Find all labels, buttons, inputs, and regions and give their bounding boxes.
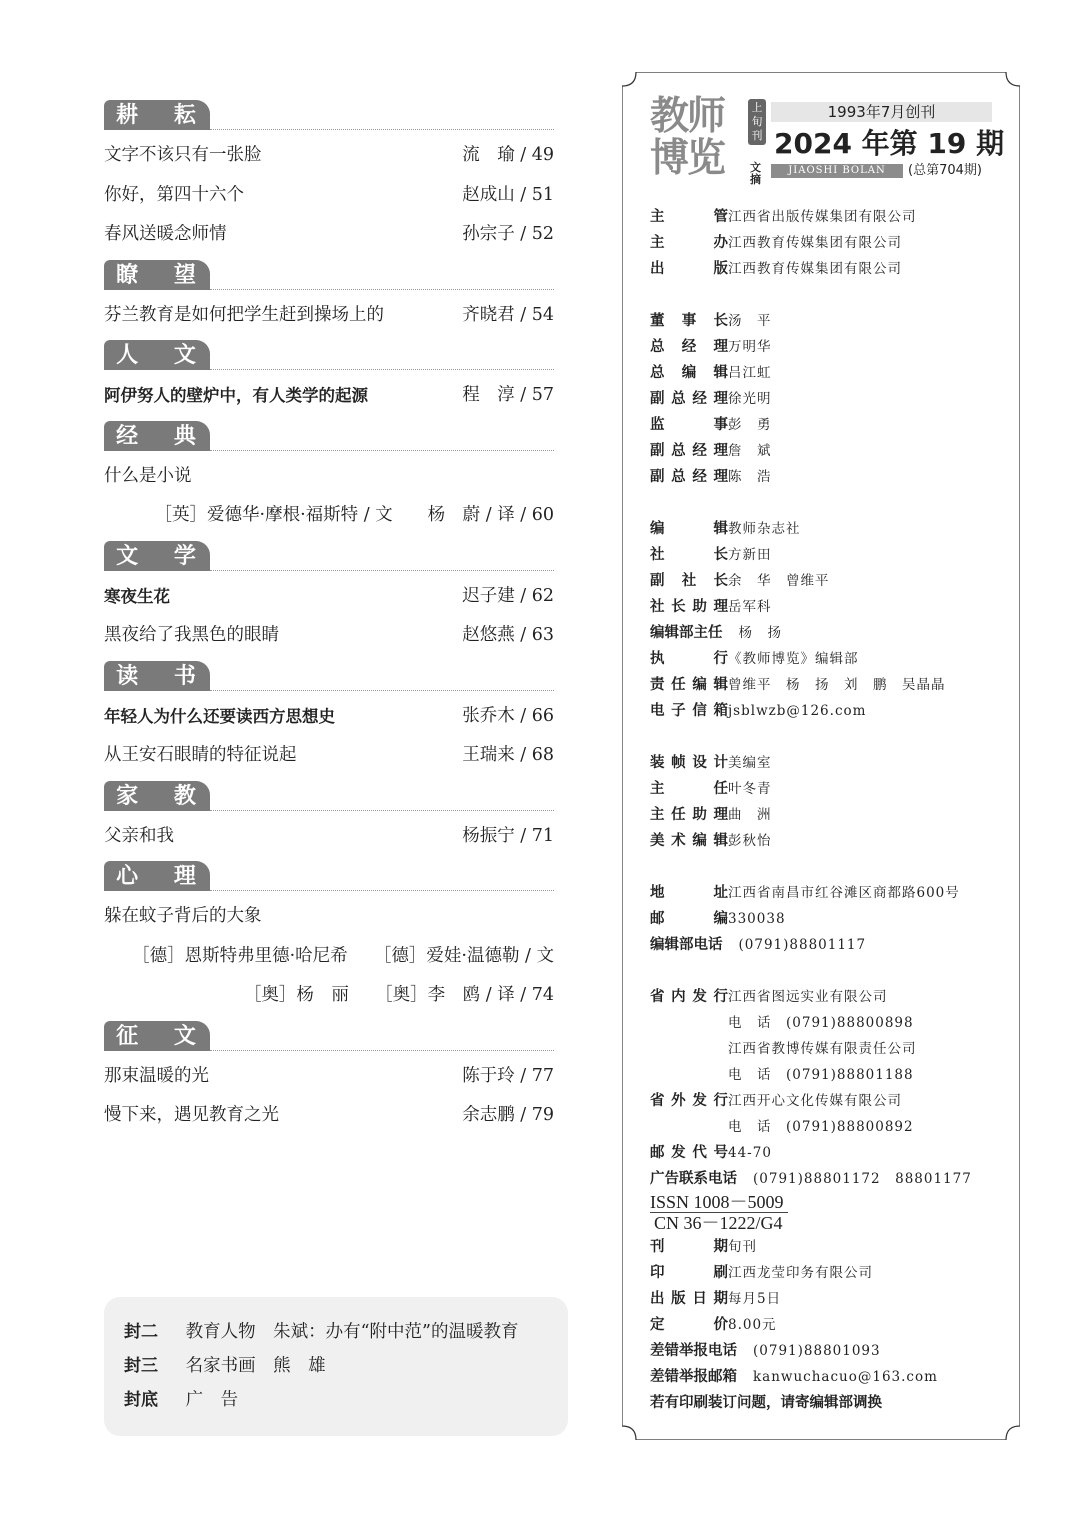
colophon-key: 总经理 <box>650 339 728 355</box>
colophon-value: 江西省出版传媒集团有限公司 <box>728 209 917 225</box>
colophon-row <box>650 308 1000 334</box>
article-title: 父亲和我 <box>104 825 174 846</box>
colophon-row <box>650 1010 1000 1036</box>
cover-label: 封三 <box>124 1356 158 1376</box>
colophon-value: 江西开心文化传媒有限公司 <box>728 1093 902 1109</box>
article-author-page: 余志鹏 / 79 <box>462 1105 554 1125</box>
edition-char: 刊 <box>751 129 763 142</box>
colophon-value: 教师杂志社 <box>728 521 801 537</box>
colophon-row <box>650 1166 1000 1192</box>
article-author-page: 张乔木 / 66 <box>462 705 554 726</box>
toc-entry <box>104 296 554 336</box>
toc-entry <box>104 215 554 255</box>
colophon-key: 差错举报邮箱 <box>650 1369 737 1385</box>
article-title: 年轻人为什么还要读西方思想史 <box>104 706 335 726</box>
colophon-key: 监 事 <box>650 417 728 433</box>
article-author-page: 王瑞来 / 68 <box>462 745 554 765</box>
masthead <box>650 94 1005 186</box>
section-header <box>104 541 554 571</box>
article-title: 芬兰教育是如何把学生赶到操场上的 <box>104 304 384 325</box>
article-author-page: 齐晓君 / 54 <box>462 304 554 325</box>
colophon-row <box>650 230 1000 256</box>
colophon-value: 每月5日 <box>728 1291 782 1307</box>
toc-entry <box>104 577 554 617</box>
article-author-page: 孙宗子 / 52 <box>462 224 554 244</box>
toc-entry <box>104 457 554 497</box>
colophon-key: 编辑部主任 <box>650 625 723 641</box>
section-rule <box>210 570 554 571</box>
colophon-value: 彭秋怡 <box>728 833 772 849</box>
colophon-key: 副总经理 <box>650 443 728 459</box>
cn-number: CN 36－1222/G4 <box>654 1213 783 1233</box>
colophon-key: 执 行 <box>650 651 728 667</box>
colophon-row <box>650 1114 1000 1140</box>
cover-label: 封二 <box>124 1322 158 1342</box>
colophon-row <box>650 1260 1000 1286</box>
colophon-value: (0791)88801117 <box>738 937 867 953</box>
cover-text: 教育人物 朱斌：办有“附中范”的温暖教育 <box>185 1322 519 1342</box>
colophon-row <box>650 1338 1000 1364</box>
colophon-value: 叶冬青 <box>728 781 772 797</box>
issn-number: ISSN 1008－5009 <box>650 1192 788 1213</box>
colophon-key: 省内发行 <box>650 989 728 1005</box>
section-header <box>104 861 554 891</box>
colophon-row <box>650 1364 1000 1390</box>
colophon-key: 邮 编 <box>650 911 728 927</box>
magazine-logo <box>650 96 746 180</box>
edition-sub <box>750 162 761 186</box>
colophon-key: 主 办 <box>650 235 728 251</box>
colophon-key: 社长助理 <box>650 599 728 615</box>
article-title: 躲在蚊子背后的大象 <box>104 906 262 926</box>
article-author-page: 陈于玲 / 77 <box>462 1065 554 1086</box>
colophon-row <box>650 646 1000 672</box>
colophon-row <box>650 1312 1000 1338</box>
colophon-key: 邮发代号 <box>650 1145 728 1161</box>
colophon-key: 编辑部电话 <box>650 937 723 953</box>
footer-note: 若有印刷装订问题，请寄编辑部调换 <box>650 1395 882 1411</box>
logo-line: 博览 <box>650 136 725 181</box>
colophon-row <box>650 594 1000 620</box>
colophon-key: 省外发行 <box>650 1093 728 1109</box>
colophon-row <box>650 360 1000 386</box>
group-gap <box>650 282 1000 308</box>
colophon-value: kanwuchacuo@163.com <box>753 1369 938 1385</box>
article-author-page: 杨振宁 / 71 <box>462 825 554 846</box>
section-tab: 家 教 <box>104 781 210 811</box>
colophon-row <box>650 412 1000 438</box>
colophon-value: 江西省南昌市红谷滩区商都路600号 <box>728 885 960 901</box>
section-rule <box>210 289 554 290</box>
section-header <box>104 1021 554 1051</box>
toc-entry <box>104 376 554 416</box>
colophon-value: 旬刊 <box>728 1239 757 1255</box>
edition-badge <box>748 99 766 145</box>
colophon-value: 江西教育传媒集团有限公司 <box>728 261 902 277</box>
section-rule <box>210 810 554 811</box>
toc-entry <box>104 817 554 857</box>
colophon-value: 岳军科 <box>728 599 772 615</box>
section-tab: 读 书 <box>104 661 210 691</box>
colophon-row <box>650 204 1000 230</box>
colophon-value: 彭 勇 <box>728 417 772 433</box>
colophon-value: 汤 平 <box>728 313 772 329</box>
colophon-row <box>650 1036 1000 1062</box>
colophon-key: 电子信箱 <box>650 703 728 719</box>
edition-char: 旬 <box>751 115 763 128</box>
toc-entry <box>104 176 554 216</box>
section-header <box>104 340 554 370</box>
article-author-page: ［英］爱德华·摩根·福斯特 / 文 杨 蔚 / 译 / 60 <box>154 505 554 525</box>
founded-date: 1993年7月创刊 <box>771 102 992 122</box>
toc-entry <box>104 136 554 176</box>
colophon-value: 44-70 <box>728 1145 772 1161</box>
group-gap <box>650 724 1000 750</box>
colophon-value: 余 华 曾维平 <box>728 573 830 589</box>
colophon-value: (0791)88801172 88801177 <box>753 1171 972 1187</box>
cover-label: 封底 <box>124 1390 158 1410</box>
colophon-row <box>650 516 1000 542</box>
toc-entry <box>104 496 554 536</box>
toc-entry <box>104 1057 554 1097</box>
colophon-value: 330038 <box>728 911 786 927</box>
colophon-key: 董事长 <box>650 313 728 329</box>
total-issue: (总第704期) <box>908 163 982 178</box>
colophon-key: 主任助理 <box>650 807 728 823</box>
colophon-row <box>650 828 1000 854</box>
section-header <box>104 260 554 290</box>
colophon-row <box>650 1286 1000 1312</box>
colophon-key: 副社长 <box>650 573 728 589</box>
colophon-value: 詹 斌 <box>728 443 772 459</box>
toc-entry <box>104 897 554 937</box>
colophon-key: 社 长 <box>650 547 728 563</box>
toc-entry <box>104 976 554 1016</box>
colophon-value: 徐光明 <box>728 391 772 407</box>
colophon-row <box>650 750 1000 776</box>
colophon-key: 刊 期 <box>650 1239 728 1255</box>
colophon-key: 主 任 <box>650 781 728 797</box>
colophon-row <box>650 984 1000 1010</box>
toc-entry <box>104 1096 554 1136</box>
colophon-value: 《教师博览》编辑部 <box>728 651 859 667</box>
colophon-value: (0791)88801093 <box>753 1343 881 1359</box>
section-header <box>104 421 554 451</box>
colophon-key: 地 址 <box>650 885 728 901</box>
colophon-row <box>650 906 1000 932</box>
article-author-page: ［奥］杨 丽 ［奥］李 鸥 / 译 / 74 <box>243 985 554 1005</box>
colophon-row <box>650 438 1000 464</box>
colophon-row <box>650 802 1000 828</box>
section-header <box>104 100 554 130</box>
colophon-row <box>650 1088 1000 1114</box>
article-author-page: 流 瑜 / 49 <box>462 145 554 165</box>
section-header <box>104 661 554 691</box>
colophon-key: 编 辑 <box>650 521 728 537</box>
colophon-value: 万明华 <box>728 339 772 355</box>
colophon-key: 责任编辑 <box>650 677 728 693</box>
colophon-row <box>650 620 1000 646</box>
group-gap <box>650 958 1000 984</box>
issue-number: 2024 年第 19 期 <box>774 127 1005 160</box>
section-header <box>104 781 554 811</box>
colophon-value: 江西教育传媒集团有限公司 <box>728 235 902 251</box>
article-author-page: 迟子建 / 62 <box>462 585 554 606</box>
colophon-row <box>650 542 1000 568</box>
cover-text: 广 告 <box>185 1390 239 1410</box>
group-gap <box>650 490 1000 516</box>
colophon-value: 陈 浩 <box>728 469 772 485</box>
toc-entry <box>104 616 554 656</box>
article-title: 慢下来，遇见教育之光 <box>104 1105 279 1125</box>
toc-entry <box>104 697 554 737</box>
article-author-page: 程 淳 / 57 <box>462 385 554 405</box>
article-title: 从王安石眼睛的特征说起 <box>104 745 297 765</box>
colophon-value: 曾维平 杨 扬 刘 鹏 吴晶晶 <box>728 677 946 693</box>
colophon-value: 电 话 (0791)88801188 <box>728 1067 914 1083</box>
colophon-value: 江西龙莹印务有限公司 <box>728 1265 873 1281</box>
section-tab: 经 典 <box>104 421 210 451</box>
section-rule <box>210 369 554 370</box>
section-tab: 人 文 <box>104 340 210 370</box>
cover-row <box>124 1351 326 1377</box>
colophon-value: 电 话 (0791)88800892 <box>728 1119 914 1135</box>
edition-sub-char: 文 <box>750 161 761 174</box>
issn-block <box>650 1192 1000 1234</box>
article-title: 寒夜生花 <box>104 586 170 606</box>
colophon-value: 江西省教博传媒有限责任公司 <box>728 1041 917 1057</box>
cover-row <box>124 1385 238 1411</box>
colophon-value: jsblwzb@126.com <box>728 703 867 719</box>
toc-entry <box>104 736 554 776</box>
colophon-info <box>650 204 1000 1416</box>
colophon-value: 江西省图远实业有限公司 <box>728 989 888 1005</box>
colophon-key: 定 价 <box>650 1317 728 1333</box>
colophon-value: 美编室 <box>728 755 772 771</box>
article-title: 文字不该只有一张脸 <box>104 145 262 165</box>
colophon-key: 出版日期 <box>650 1291 728 1307</box>
article-title: 那束温暖的光 <box>104 1065 209 1086</box>
edition-char: 上 <box>751 101 763 114</box>
article-title: 春风送暖念师情 <box>104 224 227 244</box>
colophon-row <box>650 1234 1000 1260</box>
colophon-row <box>650 672 1000 698</box>
cover-row <box>124 1317 518 1343</box>
section-rule <box>210 890 554 891</box>
section-rule <box>210 690 554 691</box>
colophon-key: 印 刷 <box>650 1265 728 1281</box>
colophon-key: 装帧设计 <box>650 755 728 771</box>
section-rule <box>210 1050 554 1051</box>
article-author-page: ［德］恩斯特弗里德·哈尼希 ［德］爱娃·温德勒 / 文 <box>132 945 554 966</box>
article-author-page: 赵成山 / 51 <box>462 184 554 205</box>
colophon-row <box>650 776 1000 802</box>
colophon-row <box>650 568 1000 594</box>
cover-pages-box <box>104 1297 568 1436</box>
colophon-row <box>650 880 1000 906</box>
article-title: 阿伊努人的壁炉中，有人类学的起源 <box>104 386 368 405</box>
colophon-row <box>650 932 1000 958</box>
section-rule <box>210 450 554 451</box>
colophon-key: 出 版 <box>650 261 728 277</box>
colophon-row <box>650 1140 1000 1166</box>
section-rule <box>210 129 554 130</box>
section-tab: 心 理 <box>104 861 210 891</box>
table-of-contents <box>104 100 554 1141</box>
edition-sub-char: 摘 <box>750 173 761 186</box>
colophon-key: 副总经理 <box>650 469 728 485</box>
section-tab: 征 文 <box>104 1021 210 1051</box>
colophon-row <box>650 698 1000 724</box>
article-title: 什么是小说 <box>104 465 192 486</box>
magazine-pinyin: JIAOSHI BOLAN <box>771 164 903 178</box>
colophon-key: 总编辑 <box>650 365 728 381</box>
colophon-key: 广告联系电话 <box>650 1171 737 1187</box>
colophon-value: 吕江虹 <box>728 365 772 381</box>
article-title: 黑夜给了我黑色的眼睛 <box>104 625 279 645</box>
toc-entry <box>104 937 554 977</box>
colophon-key: 美术编辑 <box>650 833 728 849</box>
section-tab: 瞭 望 <box>104 260 210 290</box>
article-title: 你好，第四十六个 <box>104 184 244 205</box>
colophon-value: 杨 扬 <box>738 625 782 641</box>
group-gap <box>650 854 1000 880</box>
section-tab: 耕 耘 <box>104 100 210 130</box>
colophon-row <box>650 334 1000 360</box>
colophon-key: 主 管 <box>650 209 728 225</box>
colophon-row <box>650 256 1000 282</box>
colophon-row <box>650 386 1000 412</box>
article-author-page: 赵悠燕 / 63 <box>462 625 554 645</box>
section-tab: 文 学 <box>104 541 210 571</box>
colophon-row <box>650 464 1000 490</box>
colophon-key: 副总经理 <box>650 391 728 407</box>
cover-text: 名家书画 熊 雄 <box>185 1356 326 1376</box>
colophon-value: 曲 洲 <box>728 807 772 823</box>
colophon-key: 差错举报电话 <box>650 1343 737 1359</box>
colophon-row <box>650 1062 1000 1088</box>
logo-line: 教师 <box>650 94 725 139</box>
colophon-value: 8.00元 <box>728 1317 777 1333</box>
colophon-value: 方新田 <box>728 547 772 563</box>
colophon-value: 电 话 (0791)88800898 <box>728 1015 914 1031</box>
